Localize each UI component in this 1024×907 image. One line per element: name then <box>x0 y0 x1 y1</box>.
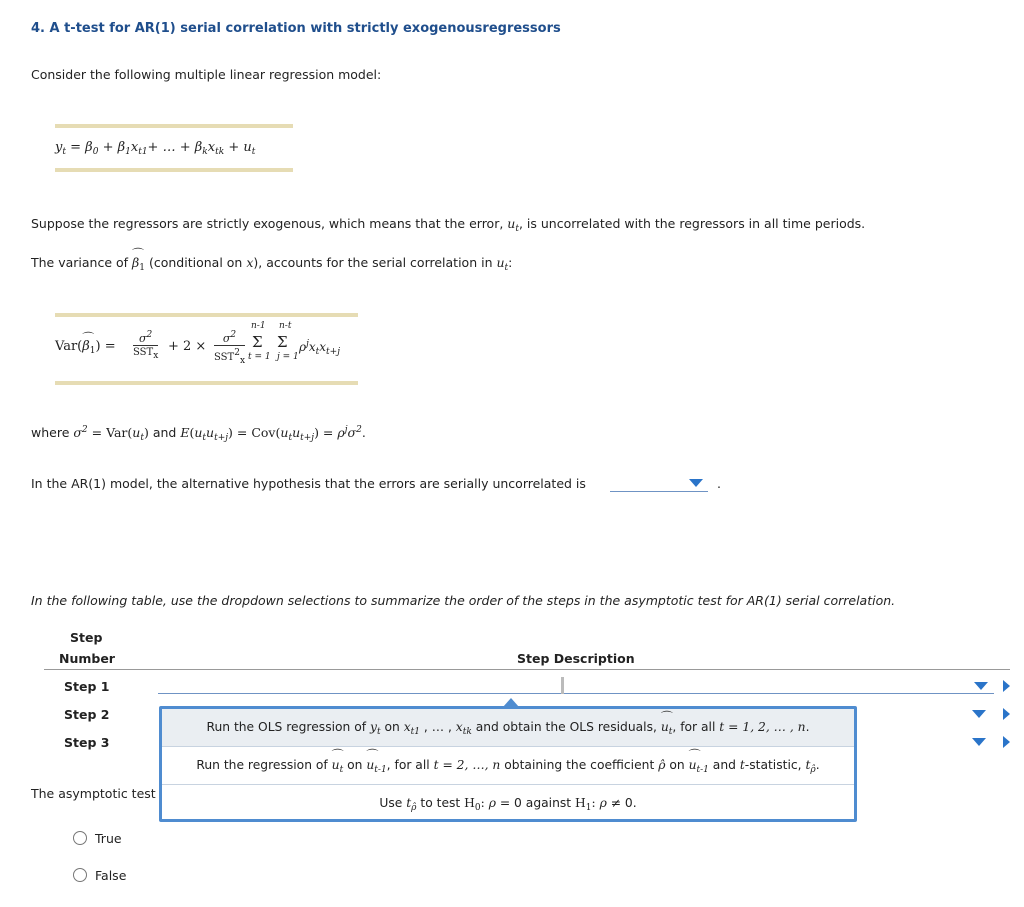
dropdown-arrow-icon <box>689 479 703 487</box>
dropdown-arrow-icon <box>974 682 988 690</box>
scroll-right-icon[interactable] <box>1003 680 1010 692</box>
table-header-divider <box>44 669 1010 670</box>
true-radio[interactable] <box>73 831 87 845</box>
scroll-right-icon[interactable] <box>1003 708 1010 720</box>
step-3-label: Step 3 <box>64 735 110 750</box>
scroll-right-icon[interactable] <box>1003 736 1010 748</box>
alt-hypothesis-text: In the AR(1) model, the alternative hypothesis that the errors are serially uncorrelated is <box>31 476 586 491</box>
table-instruction: In the following table, use the dropdown selections to summarize the order of the steps in the asymptotic test for AR(1) serial correlation. <box>31 593 896 608</box>
header-step: Step <box>70 630 103 645</box>
header-number: Number <box>59 651 115 666</box>
step-3-dropdown[interactable] <box>972 738 986 746</box>
step-2-dropdown[interactable] <box>972 710 986 718</box>
where-text: where $\sigma^2 = Var(u_t)$ and $E(u_tu_{t+j}) = Cov(u_tu_{t+j}) = \rho^j\sigma^2$. <box>31 425 366 443</box>
asymptotic-test-label: The asymptotic test <box>31 786 156 801</box>
dropdown-arrow-icon <box>972 738 986 746</box>
text-cursor <box>561 677 564 694</box>
step-1-dropdown[interactable] <box>158 679 994 694</box>
intro-text: Consider the following multiple linear regression model: <box>31 67 382 82</box>
step-options-popup <box>159 706 857 822</box>
alt-hypothesis-dropdown[interactable] <box>610 476 708 492</box>
question-title: 4. A t-test for AR(1) serial correlation with strictly exogenousregressors <box>31 21 561 36</box>
false-radio[interactable] <box>73 868 87 882</box>
dropdown-arrow-icon <box>972 710 986 718</box>
step-1-label: Step 1 <box>64 679 110 694</box>
false-label: False <box>95 868 127 883</box>
period: . <box>717 476 721 491</box>
variance-equation: Var(⌒ $\beta_1$) = $\frac{\sigma^2}{\text{SSTx}}$ + 2 × $\frac{\sigma^2}{\text{SST2x}}$ n-1 n-t Σ Σ t = 1 j = 1 $\rho^jx_tx_{t+j}$ <box>55 313 358 385</box>
header-description: Step Description <box>517 651 635 666</box>
step-2-label: Step 2 <box>64 707 110 722</box>
exogeneity-text: Suppose the regressors are strictly exogenous, which means that the error, $u_t$, is uncorrelated with the regressors in all time periods. <box>31 216 866 234</box>
variance-text: The variance of ⌒ $\beta_1$ (conditional on x), accounts for the serial correlation in $u_t$: <box>31 255 512 273</box>
option-use-t[interactable]: Use $t_{\rhô}$ to test $H_0$: ρ = 0 against $H_1$: ρ ≠ 0. <box>379 796 637 813</box>
option-run-ols[interactable]: Run the OLS regression of $y_t$ on $x_{t1}$ , … , $x_{tk}$ and obtain the OLS residuals, ⌒ $u_t$, for all t = 1, 2, … , n. <box>162 709 854 747</box>
true-label: True <box>95 831 122 846</box>
regression-equation: $y_t = \beta_0 + \beta_1x_{t1}+$ … + $\beta_kx_{tk} + u_t$ <box>55 124 293 172</box>
option-run-regression[interactable]: Run the regression of ⌒ $u_t$ on ⌒ $u_{t-1}$, for all t = 2, …, n obtaining the coefficient ρ̂ on ⌒ $u_{t-1}$ and t-statistic, $t_{\rhô}$. <box>162 747 854 785</box>
